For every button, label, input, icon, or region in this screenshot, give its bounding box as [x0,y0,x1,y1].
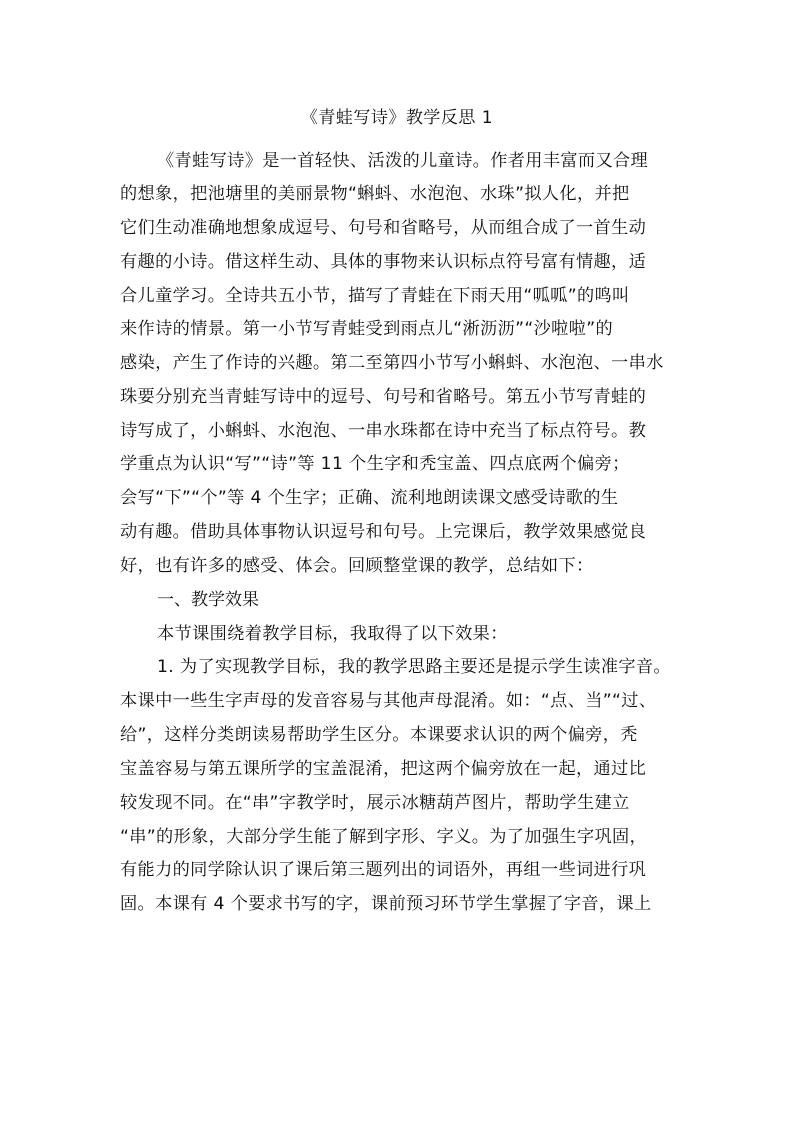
paragraph-line: 会写“下”“个”等 4 个生字；正确、流利地朗读课文感受诗歌的生 [120,488,619,508]
paragraph-line: 感染，产生了作诗的兴趣。第二至第四小节写小蝌蚪、水泡泡、一串水 [120,353,664,373]
paragraph-line: 宝盖容易与第五课所学的宝盖混淆，把这两个偏旁放在一起，通过比 [120,759,647,779]
paragraph-line: 合儿童学习。全诗共五小节，描写了青蛙在下雨天用“呱呱”的鸣叫 [120,286,630,306]
document-title: 《青蛙写诗》教学反思 1 [300,108,494,128]
paragraph-line: 较发现不同。在“串”字教学时，展示冰糖葫芦图片，帮助学生建立 [120,793,630,813]
section-heading: 一、教学效果 [157,590,259,610]
paragraph-line: 的想象，把池塘里的美丽景物“蝌蚪、水泡泡、水珠”拟人化，并把 [120,184,630,204]
paragraph-line: 本节课围绕着教学目标，我取得了以下效果： [157,624,508,644]
paragraph-line: 《青蛙写诗》是一首轻快、活泼的儿童诗。作者用丰富而又合理 [157,151,649,171]
paragraph-line: 珠要分别充当青蛙写诗中的逗号、句号和省略号。第五小节写青蛙的 [120,387,647,407]
paragraph-line: 诗写成了，小蝌蚪、水泡泡、一串水珠都在诗中充当了标点符号。教 [120,421,647,441]
paragraph-line: 给”，这样分类朗读易帮助学生区分。本课要求认识的两个偏旁，秃 [120,725,638,745]
paragraph-line: 它们生动准确地想象成逗号、句号和省略号，从而组合成了一首生动 [120,218,647,238]
paragraph-line: “串”的形象，大部分学生能了解到字形、字义。为了加强生字巩固， [120,827,648,847]
paragraph-line: 学重点为认识“写”“诗”等 11 个生字和秃宝盖、四点底两个偏旁； [120,454,630,474]
paragraph-line: 动有趣。借助具体事物认识逗号和句号。上完课后，教学效果感觉良 [120,522,647,542]
paragraph-line: 本课中一些生字声母的发音容易与其他声母混淆。如：“点、当”“过、 [120,691,657,711]
paragraph-line: 1. 为了实现教学目标，我的教学思路主要还是提示学生读准字音。 [157,657,671,677]
paragraph-line: 有能力的同学除认识了课后第三题列出的词语外，再组一些词进行巩 [120,860,647,880]
paragraph-line: 好，也有许多的感受、体会。回顾整堂课的教学，总结如下： [120,556,594,576]
paragraph-line: 来作诗的情景。第一小节写青蛙受到雨点儿“淅沥沥”“沙啦啦”的 [120,319,613,339]
paragraph-line: 固。本课有 4 个要求书写的字，课前预习环节学生掌握了字音，课上 [120,894,652,914]
paragraph-line: 有趣的小诗。借这样生动、具体的事物来认识标点符号富有情趣，适 [120,252,647,272]
